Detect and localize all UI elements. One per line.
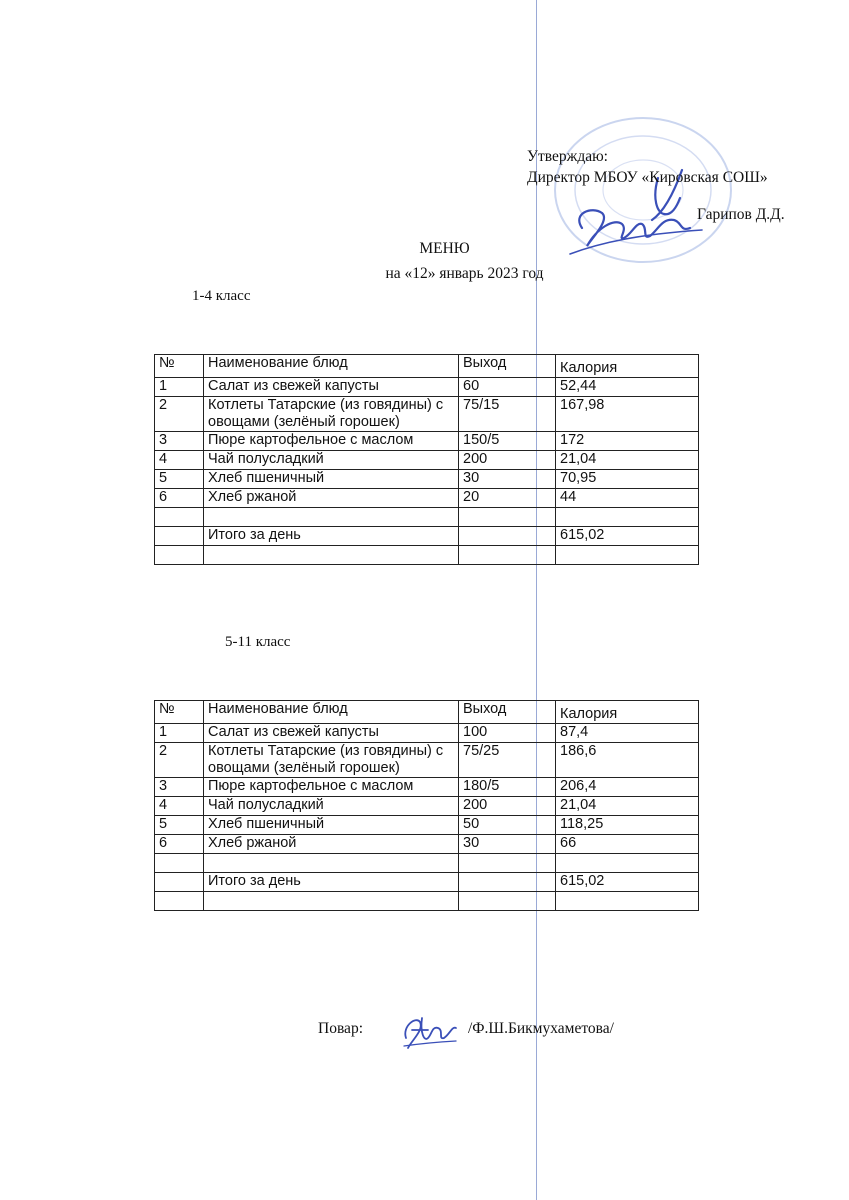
row-yield: 50 [459,816,556,835]
row-calories: 21,04 [556,451,699,470]
row-calories: 118,25 [556,816,699,835]
table-row [155,489,699,508]
empty-row [155,508,699,527]
row-name: Пюре картофельное с маслом [204,778,459,797]
table-row [155,724,699,743]
row-num: 2 [155,397,204,432]
header-calories: Калория [556,355,699,378]
row-num: 5 [155,470,204,489]
total-row [155,873,699,892]
approval-line-1: Утверждаю: [527,148,608,165]
table-row [155,835,699,854]
row-name: Салат из свежей капусты [204,724,459,743]
table-row [155,816,699,835]
header-name: Наименование блюд [204,701,459,724]
row-yield: 60 [459,378,556,397]
cook-signature [398,1008,460,1056]
row-name: Хлеб пшеничный [204,816,459,835]
row-calories: 21,04 [556,797,699,816]
row-num: 6 [155,489,204,508]
row-num: 3 [155,778,204,797]
row-calories: 167,98 [556,397,699,432]
row-yield: 20 [459,489,556,508]
row-calories: 87,4 [556,724,699,743]
approval-line-2: Директор МБОУ «Кировская СОШ» [527,169,768,186]
row-yield: 180/5 [459,778,556,797]
header-num: № [155,355,204,378]
row-yield: 75/15 [459,397,556,432]
row-num: 1 [155,724,204,743]
row-calories: 66 [556,835,699,854]
total-label: Итого за день [204,527,459,546]
row-calories: 206,4 [556,778,699,797]
row-yield: 30 [459,470,556,489]
table-row [155,451,699,470]
menu-date: на «12» январь 2023 год [385,265,544,282]
row-num: 2 [155,743,204,778]
row-yield: 200 [459,797,556,816]
table-row [155,378,699,397]
row-num: 5 [155,816,204,835]
total-row [155,527,699,546]
total-label: Итого за день [204,873,459,892]
total-value: 615,02 [556,873,699,892]
approval-block [527,146,785,223]
table-header-row [155,355,699,378]
header-num: № [155,701,204,724]
table-row [155,397,699,432]
row-name: Салат из свежей капусты [204,378,459,397]
row-name: Хлеб пшеничный [204,470,459,489]
menu-table-1-4 [154,354,699,565]
header-yield: Выход [459,355,556,378]
header-yield: Выход [459,701,556,724]
row-name: Пюре картофельное с маслом [204,432,459,451]
row-calories: 172 [556,432,699,451]
row-name: Чай полусладкий [204,797,459,816]
row-yield: 200 [459,451,556,470]
table-row [155,797,699,816]
empty-row [155,546,699,565]
header-name: Наименование блюд [204,355,459,378]
menu-heading: МЕНЮ [419,240,470,257]
table-row [155,432,699,451]
row-calories: 52,44 [556,378,699,397]
director-name: Гарипов Д.Д. [697,206,785,223]
menu-table-5-11 [154,700,699,911]
total-value: 615,02 [556,527,699,546]
table-row [155,743,699,778]
row-num: 3 [155,432,204,451]
table-row [155,470,699,489]
row-name: Хлеб ржаной [204,835,459,854]
row-calories: 44 [556,489,699,508]
row-yield: 30 [459,835,556,854]
row-yield: 75/25 [459,743,556,778]
row-calories: 70,95 [556,470,699,489]
table-row [155,778,699,797]
row-calories: 186,6 [556,743,699,778]
class-label-5-11: 5-11 класс [225,634,291,650]
class-label-1-4: 1-4 класс [192,288,251,304]
row-name: Чай полусладкий [204,451,459,470]
row-num: 1 [155,378,204,397]
cook-name: /Ф.Ш.Бикмухаметова/ [468,1020,614,1037]
row-num: 6 [155,835,204,854]
table-header-row [155,701,699,724]
row-yield: 100 [459,724,556,743]
header-calories: Калория [556,701,699,724]
row-yield: 150/5 [459,432,556,451]
row-num: 4 [155,797,204,816]
row-name: Котлеты Татарские (из говядины) с овощами (зелёный горошек) [204,743,459,778]
empty-row [155,892,699,911]
empty-row [155,854,699,873]
cook-label: Повар: [318,1020,363,1037]
row-num: 4 [155,451,204,470]
row-name: Котлеты Татарские (из говядины) с овощами (зелёный горошек) [204,397,459,432]
row-name: Хлеб ржаной [204,489,459,508]
